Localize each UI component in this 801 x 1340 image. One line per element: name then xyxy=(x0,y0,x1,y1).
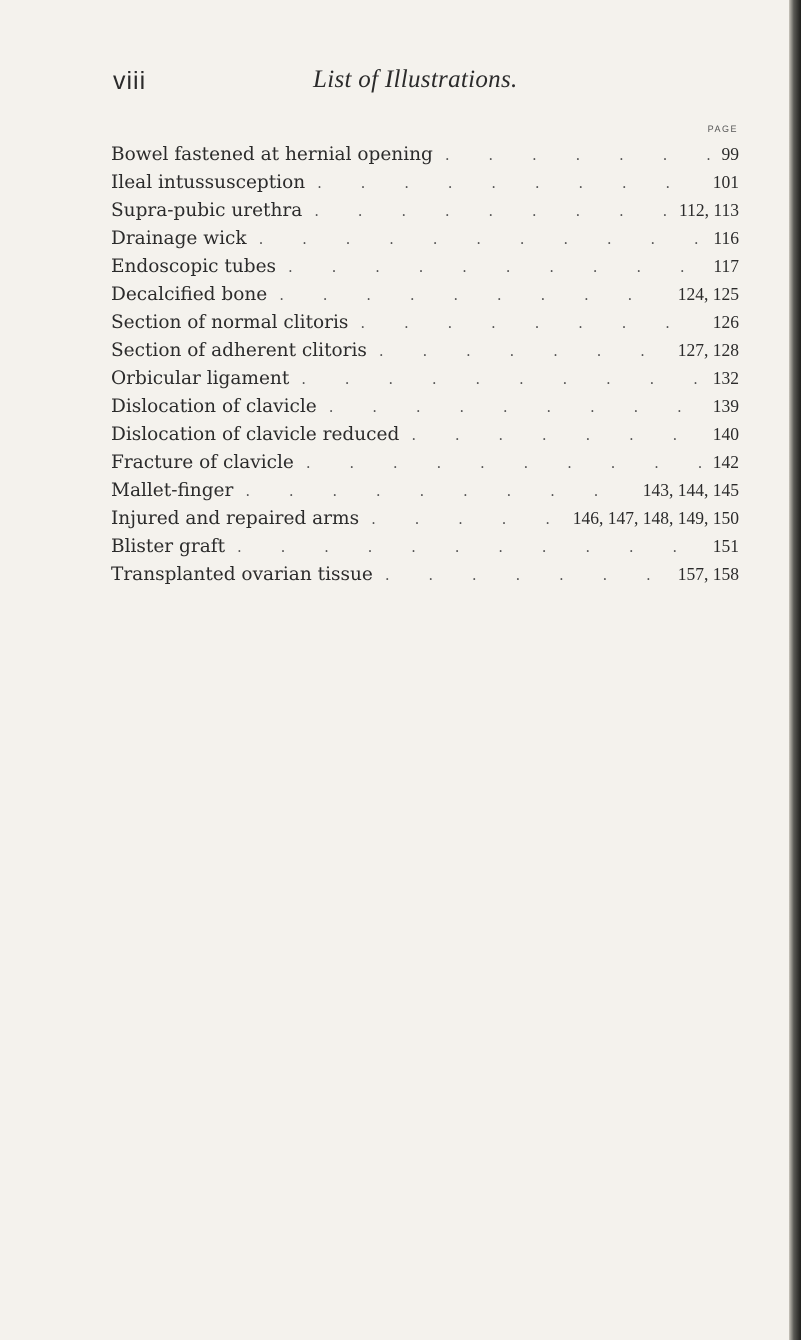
list-item xyxy=(111,336,739,364)
list-item xyxy=(111,392,739,420)
entry-label: Bowel fastened at hernial opening xyxy=(111,144,433,165)
entry-pages: 116 xyxy=(713,228,739,248)
entry-label: Drainage wick xyxy=(111,228,247,249)
dot-leader xyxy=(288,253,705,281)
list-item xyxy=(111,252,739,280)
entry-pages: 139 xyxy=(712,396,739,416)
page-title: List of Illustrations. xyxy=(313,66,518,93)
dot-leader xyxy=(379,337,670,365)
dot-leader xyxy=(237,533,705,561)
entry-pages: 127, 128 xyxy=(677,340,739,360)
list-item xyxy=(111,280,739,308)
page-edge-shadow xyxy=(789,0,801,1340)
list-item xyxy=(111,420,739,448)
list-item xyxy=(111,476,739,504)
dot-leader xyxy=(314,197,671,225)
entry-pages: 146, 147, 148, 149, 150 xyxy=(572,508,739,528)
list-item xyxy=(111,168,739,196)
entry-label: Transplanted ovarian tissue xyxy=(111,564,373,585)
list-item xyxy=(111,364,739,392)
dot-leader xyxy=(259,225,706,253)
entry-pages: 157, 158 xyxy=(677,564,739,584)
entry-label: Fracture of clavicle xyxy=(111,452,294,473)
entry-pages: 143, 144, 145 xyxy=(642,480,739,500)
list-item xyxy=(111,308,739,336)
entry-pages: 142 xyxy=(712,452,739,472)
entry-label: Supra-pubic urethra xyxy=(111,200,303,221)
entry-label: Endoscopic tubes xyxy=(111,256,277,277)
entry-pages: 99 xyxy=(721,144,739,164)
list-item xyxy=(111,196,739,224)
list-item xyxy=(111,140,739,168)
dot-leader xyxy=(245,477,634,505)
list-item xyxy=(111,532,739,560)
entry-label: Section of normal clitoris xyxy=(111,312,349,333)
list-item xyxy=(111,504,739,532)
dot-leader xyxy=(360,309,704,337)
dot-leader xyxy=(279,281,670,309)
page-column-heading: PAGE xyxy=(707,124,738,134)
entry-label: Injured and repaired arms xyxy=(111,508,360,529)
entry-pages: 151 xyxy=(712,536,739,556)
entry-pages: 117 xyxy=(713,256,739,276)
entry-pages: 101 xyxy=(712,172,739,192)
dot-leader xyxy=(385,561,670,589)
list-item xyxy=(111,560,739,588)
dot-leader xyxy=(301,365,704,393)
dot-leader xyxy=(411,421,704,449)
illustrations-list xyxy=(111,140,739,588)
entry-label: Orbicular ligament xyxy=(111,368,290,389)
entry-pages: 132 xyxy=(712,368,739,388)
dot-leader xyxy=(306,449,705,477)
entry-pages: 126 xyxy=(712,312,739,332)
entry-pages: 140 xyxy=(712,424,739,444)
list-item xyxy=(111,448,739,476)
dot-leader xyxy=(445,141,714,169)
entry-label: Dislocation of clavicle xyxy=(111,396,317,417)
entry-label: Section of adherent clitoris xyxy=(111,340,367,361)
entry-label: Decalcified bone xyxy=(111,284,268,305)
page-number: viii xyxy=(113,67,147,95)
entry-pages: 112, 113 xyxy=(679,200,739,220)
list-item xyxy=(111,224,739,252)
entry-label: Dislocation of clavicle reduced xyxy=(111,424,400,445)
entry-label: Blister graft xyxy=(111,536,226,557)
entry-pages: 124, 125 xyxy=(677,284,739,304)
entry-label: Ileal intussusception xyxy=(111,172,306,193)
page-header xyxy=(113,66,518,96)
dot-leader xyxy=(371,505,565,533)
entry-label: Mallet-finger xyxy=(111,480,234,501)
dot-leader xyxy=(317,169,705,197)
dot-leader xyxy=(329,393,705,421)
